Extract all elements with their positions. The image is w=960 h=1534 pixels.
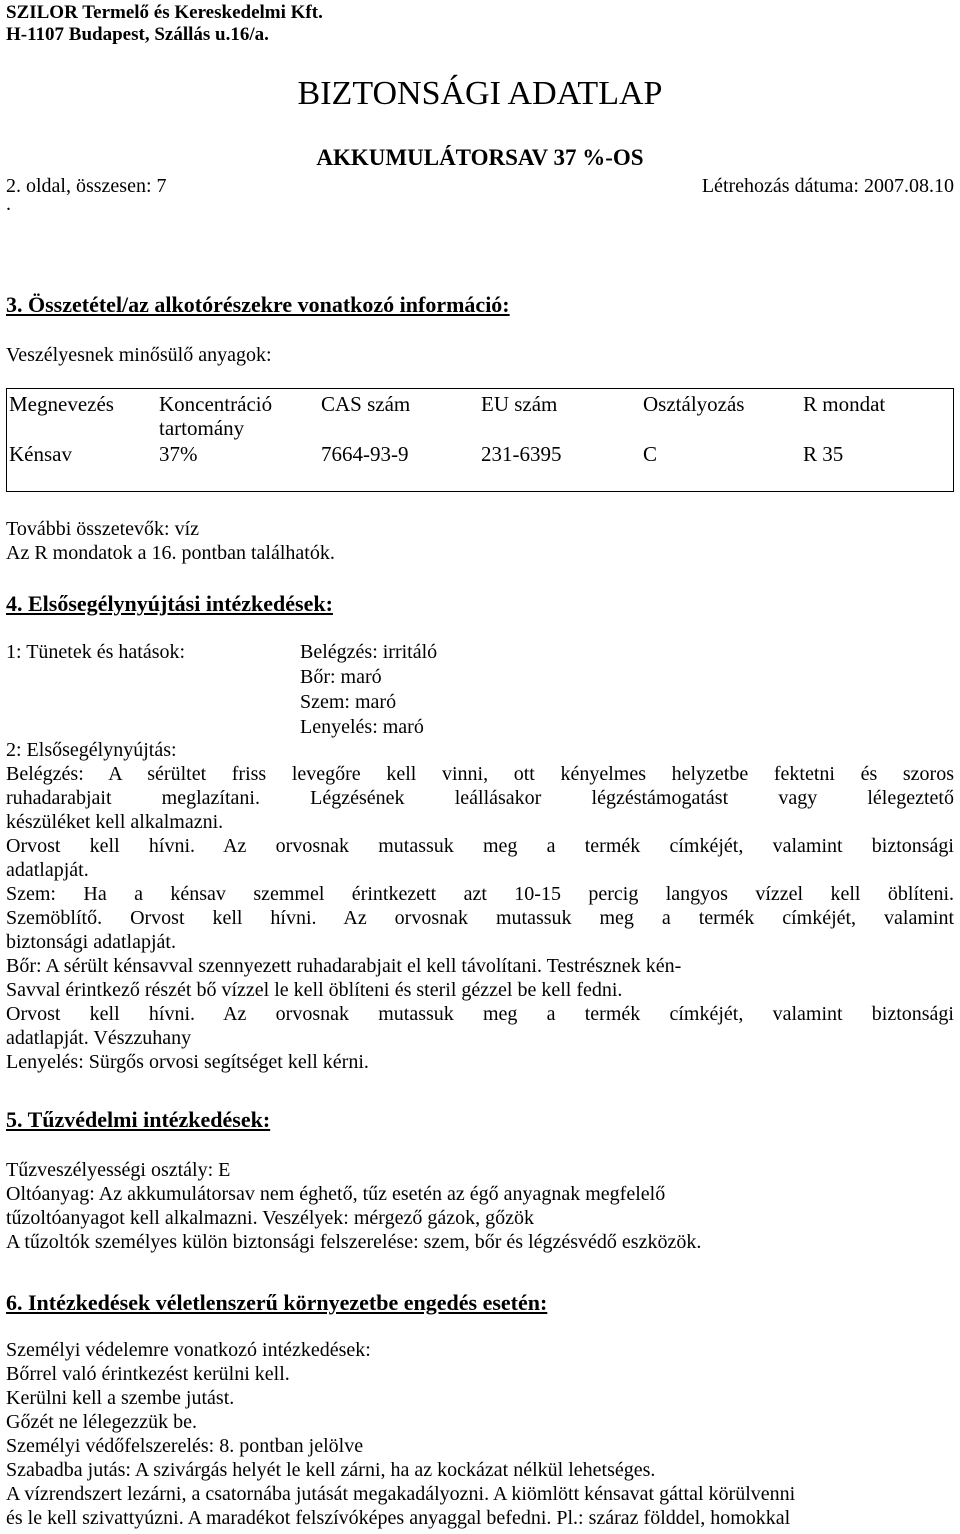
col-header-classification: Osztályozás bbox=[643, 392, 745, 416]
text-line: Személyi védelemre vonatkozó intézkedések: bbox=[6, 1339, 371, 1361]
col-header-eu: EU szám bbox=[481, 392, 558, 416]
creation-date: Létrehozás dátuma: 2007.08.10 bbox=[701, 175, 954, 197]
cell-cas: 7664-93-9 bbox=[321, 442, 409, 466]
text-line: Lenyelés: Sürgős orvosi segítséget kell kérni. bbox=[6, 1051, 369, 1073]
col-header-concentration: Koncentráció tartomány bbox=[159, 392, 273, 440]
cell-eu: 231-6395 bbox=[481, 442, 562, 466]
r-phrase-note: Az R mondatok a 16. pontban találhatók. bbox=[6, 542, 335, 564]
text-line: A tűzoltók személyes külön biztonsági felszerelése: szem, bőr és légzésvédő eszközök. bbox=[6, 1231, 702, 1253]
release-measures-text bbox=[6, 1338, 954, 1530]
fire-measures-text bbox=[6, 1158, 954, 1254]
text-line: Kerülni kell a szembe jutást. bbox=[6, 1387, 235, 1409]
cell-name: Kénsav bbox=[9, 442, 72, 466]
text-line: ruhadarabjait meglazítani. Légzésének leállásakor légzéstámogatást vagy lélegeztető bbox=[6, 787, 954, 809]
text-line: Savval érintkező részét bő vízzel le kell öblíteni és steril gézzel be kell fedni. bbox=[6, 979, 623, 1001]
list-item: Szem: maró bbox=[300, 691, 397, 713]
text-line: Személyi védőfelszerelés: 8. pontban jelölve bbox=[6, 1435, 364, 1457]
symptoms-label: 1: Tünetek és hatások: bbox=[6, 641, 186, 663]
text-line: A vízrendszert lezárni, a csatornába jutását megakadályozni. A kiömlött kénsavat gáttal körülvenni bbox=[6, 1483, 796, 1505]
stray-dot: . bbox=[6, 193, 11, 215]
text-line: Szemöblítő. Orvost kell hívni. Az orvosnak mutassuk meg a termék címkéjét, valamint bbox=[6, 907, 954, 929]
text-line: Szabadba jutás: A szivárgás helyét le kell zárni, ha az kockázat nélkül lehetséges. bbox=[6, 1459, 656, 1481]
section-4-heading: 4. Elsősegélynyújtási intézkedések: bbox=[6, 591, 333, 616]
other-components: További összetevők: víz bbox=[6, 518, 199, 540]
table-header-row bbox=[6, 392, 954, 442]
page-info: 2. oldal, összesen: 7 bbox=[6, 175, 167, 197]
symptoms-list bbox=[300, 640, 437, 740]
first-aid-label: 2: Elsősegélynyújtás: bbox=[6, 739, 177, 761]
text-line: tűzoltóanyagot kell alkalmazni. Veszélyek: mérgező gázok, gőzök bbox=[6, 1207, 534, 1229]
text-line: biztonsági adatlapját. bbox=[6, 931, 176, 953]
text-line: Szem: Ha a kénsav szemmel érintkezett azt 10-15 percig langyos vízzel kell öblíteni. bbox=[6, 883, 954, 905]
text-line: Orvost kell hívni. Az orvosnak mutassuk meg a termék címkéjét, valamint biztonsági bbox=[6, 1003, 954, 1025]
text-line: adatlapját. Vészzuhany bbox=[6, 1027, 192, 1049]
cell-concentration: 37% bbox=[159, 442, 198, 466]
text-line: Bőrrel való érintkezést kerülni kell. bbox=[6, 1363, 290, 1385]
list-item: Bőr: maró bbox=[300, 666, 382, 688]
composition-table bbox=[6, 392, 954, 466]
product-name: AKKUMULÁTORSAV 37 %-OS bbox=[316, 145, 644, 170]
col-header-name: Megnevezés bbox=[9, 392, 114, 416]
table-row bbox=[6, 442, 954, 466]
text-line: Oltóanyag: Az akkumulátorsav nem éghető, tűz esetén az égő anyagnak megfelelő bbox=[6, 1183, 666, 1205]
col-header-cas: CAS szám bbox=[321, 392, 411, 416]
text-line: Bőr: A sérült kénsavval szennyezett ruhadarabjait el kell távolítani. Testrésznek kén- bbox=[6, 955, 682, 977]
text-line: Gőzét ne lélegezzük be. bbox=[6, 1411, 198, 1433]
first-aid-text bbox=[6, 762, 954, 1074]
text-line: adatlapját. bbox=[6, 859, 89, 881]
section-6-heading: 6. Intézkedések véletlenszerű környezetbe engedés esetén: bbox=[6, 1290, 548, 1315]
section-5-heading: 5. Tűzvédelmi intézkedések: bbox=[6, 1107, 271, 1132]
company-address: H-1107 Budapest, Szállás u.16/a. bbox=[6, 24, 269, 45]
text-line: Tűzveszélyességi osztály: E bbox=[6, 1159, 231, 1181]
text-line: Orvost kell hívni. Az orvosnak mutassuk meg a termék címkéjét, valamint biztonsági bbox=[6, 835, 954, 857]
hazardous-substances-label: Veszélyesnek minősülő anyagok: bbox=[6, 344, 272, 366]
cell-r-phrase: R 35 bbox=[803, 442, 844, 466]
col-header-r-phrase: R mondat bbox=[803, 392, 886, 416]
text-line: Belégzés: A sérültet friss levegőre kell vinni, ott kényelmes helyzetbe fektetni és szoros bbox=[6, 763, 954, 785]
text-line: készüléket kell alkalmazni. bbox=[6, 811, 224, 833]
list-item: Lenyelés: maró bbox=[300, 716, 424, 738]
company-name: SZILOR Termelő és Kereskedelmi Kft. bbox=[6, 2, 323, 23]
cell-classification: C bbox=[643, 442, 658, 466]
text-line: és le kell szivattyúzni. A maradékot felszívóképes anyaggal befedni. Pl.: száraz földdel, homokkal bbox=[6, 1507, 791, 1529]
section-3-heading: 3. Összetétel/az alkotórészekre vonatkozó információ: bbox=[6, 292, 510, 317]
document-title: BIZTONSÁGI ADATLAP bbox=[297, 75, 663, 112]
list-item: Belégzés: irritáló bbox=[300, 641, 438, 663]
